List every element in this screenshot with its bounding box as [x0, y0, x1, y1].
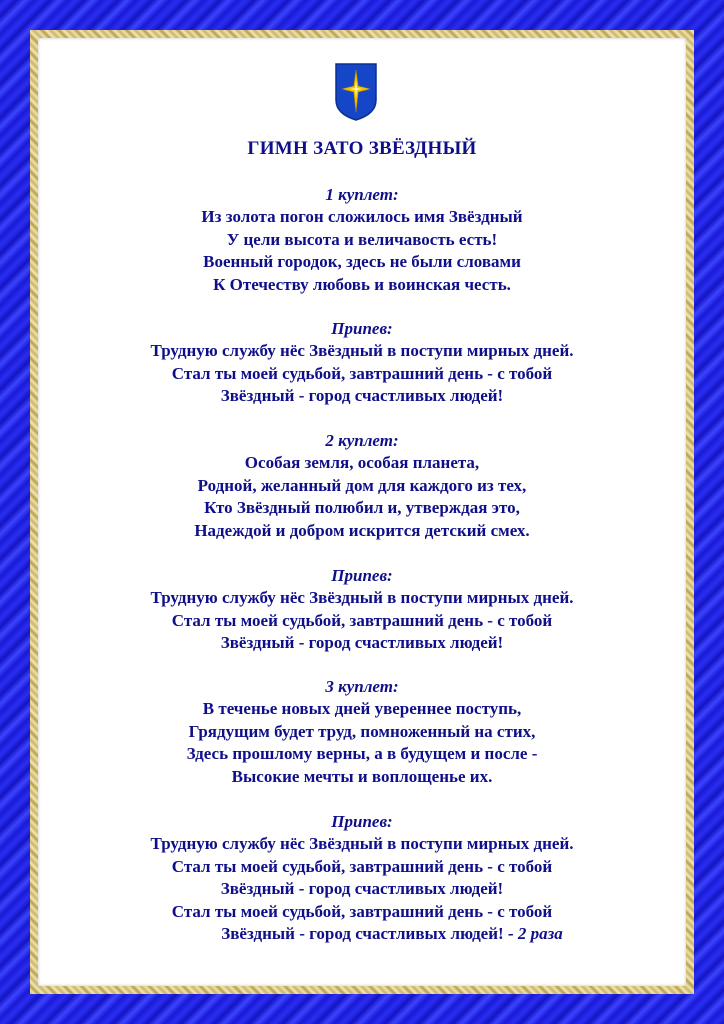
chorus-1 [38, 318, 686, 408]
stanza-heading: 3 куплет: [325, 677, 399, 696]
lyric-line: К Отечеству любовь и воинская честь. [213, 274, 511, 294]
lyric-line: Звёздный - город счастливых людей! [220, 386, 504, 405]
chorus-2 [38, 565, 686, 655]
stanza-heading: Припев: [331, 319, 393, 338]
page-title: ГИМН ЗАТО ЗВЁЗДНЫЙ [247, 138, 477, 159]
stanza-heading: Припев: [331, 566, 393, 585]
lyric-line: Трудную службу нёс Звёздный в поступи мирных дней. [150, 588, 574, 607]
lyric-line: В теченье новых дней увереннее поступь, [202, 699, 522, 718]
lyric-line-with-repeat [38, 923, 686, 946]
lyric-line: Надеждой и добром искрится детский смех. [194, 520, 530, 540]
chorus-3 [38, 811, 686, 946]
lyric-line: Кто Звёздный полюбил и, утверждая это, [204, 498, 520, 517]
verse-1 [38, 184, 686, 296]
stanza-heading: Припев: [331, 812, 393, 831]
lyric-line: Звёздный - город счастливых людей! [221, 924, 504, 943]
anthem-document [38, 38, 686, 986]
lyric-line: Трудную службу нёс Звёздный в поступи мирных дней. [150, 834, 574, 853]
coat-of-arms-star-icon [334, 62, 378, 122]
lyric-line: Стал ты моей судьбой, завтрашний день - с тобой [171, 901, 553, 921]
lyric-line: Стал ты моей судьбой, завтрашний день - с тобой [171, 610, 553, 630]
lyric-line: Грядущим будет труд, помноженный на стих, [188, 721, 536, 741]
stanza-heading: 2 куплет: [325, 431, 399, 450]
lyric-line: Военный городок, здесь не были словами [203, 252, 521, 271]
lyric-line: Звёздный - город счастливых людей! [220, 633, 504, 652]
lyric-line: Особая земля, особая планета, [244, 453, 480, 472]
verse-2 [38, 430, 686, 542]
lyric-line: Звёздный - город счастливых людей! [220, 879, 504, 898]
lyric-line: Стал ты моей судьбой, завтрашний день - с тобой [171, 363, 553, 383]
verse-3 [38, 676, 686, 788]
lyric-line: Высокие мечты и воплощенье их. [231, 766, 493, 786]
repeat-note: - 2 раза [507, 924, 563, 943]
lyric-line: У цели высота и величавость есть! [226, 229, 498, 249]
lyric-line: Трудную службу нёс Звёздный в поступи мирных дней. [150, 341, 574, 360]
lyric-line: Стал ты моей судьбой, завтрашний день - с тобой [171, 856, 553, 876]
lyric-line: Здесь прошлому верны, а в будущем и после - [186, 744, 538, 763]
stanza-heading: 1 куплет: [325, 185, 399, 204]
lyric-line: Родной, желанный дом для каждого из тех, [197, 475, 527, 495]
lyric-line: Из золота погон сложилось имя Звёздный [201, 207, 523, 226]
